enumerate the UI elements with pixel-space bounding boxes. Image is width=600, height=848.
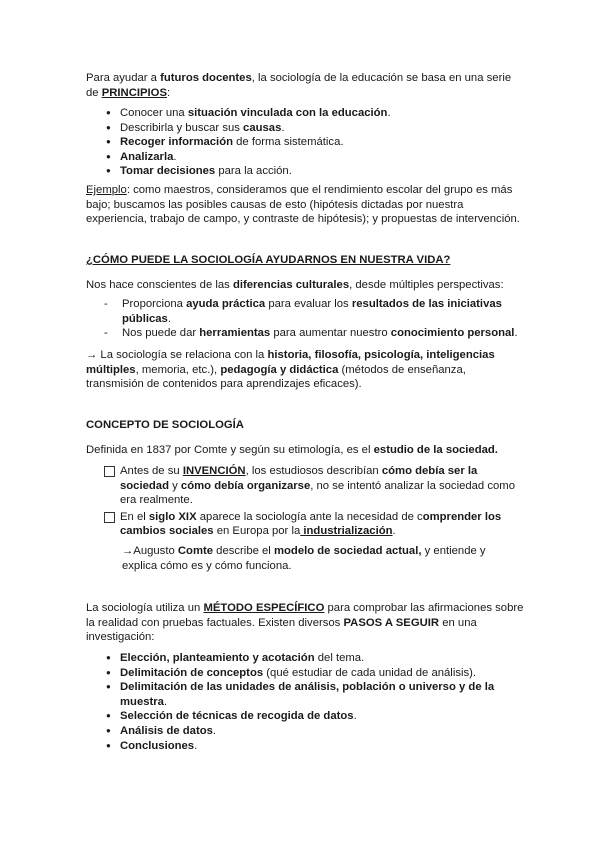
checkbox-icon [104,512,115,523]
section2-intro: Nos hace conscientes de las diferencias culturales, desde múltiples perspectivas: [86,279,504,291]
checkbox-list [104,464,524,539]
list-item: ● Delimitación de las unidades de análisis, población o universo y de la muestra. [86,680,526,709]
list-item: ● Analizarla. [86,150,526,165]
list-item: En el siglo XIX aparece la sociología ante la necesidad de comprender los cambios sociales en Europa por la industrialización. [104,510,524,539]
comte-paragraph: →Augusto Comte describe el modelo de sociedad actual, y entiende y explica cómo es y cómo funciona. [122,545,486,572]
principles-list [86,106,526,179]
steps-list [86,651,526,753]
principios-link: PRINCIPIOS [101,86,168,99]
list-item: ● Tomar decisiones para la acción. [86,164,526,179]
example-label: Ejemplo [86,184,127,196]
section-heading: ¿CÓMO PUEDE LA SOCIOLOGÍA AYUDARNOS EN NUESTRA VIDA? [86,254,451,266]
list-item: ● Selección de técnicas de recogida de datos. [86,709,526,724]
dash-list [86,297,526,341]
list-item: ● Elección, planteamiento y acotación del tema. [86,651,526,666]
intro-text: Para ayudar a [86,72,161,84]
checkbox-icon [104,466,115,477]
list-item: - Nos puede dar herramientas para aumentar nuestro conocimiento personal. [86,326,526,341]
example-paragraph [86,183,526,227]
list-item: ● Delimitación de conceptos (qué estudiar de cada unidad de análisis). [86,666,526,681]
list-item: Antes de su INVENCIÓN, los estudiosos describían cómo debía ser la sociedad y cómo debía organizarse, no se intentó analizar la sociedad como era realmente. [104,464,524,508]
relation-paragraph: → La sociología se relaciona con la historia, filosofía, psicología, inteligencias múltiples, memoria, etc.), pedagogía y didáctica (métodos de enseñanza, transmisión de contenidos para aprendizajes eficaces). [86,349,495,391]
list-item: ● Describirla y buscar sus causas. [86,121,526,136]
method-paragraph: La sociología utiliza un MÉTODO ESPECÍFICO para comprobar las afirmaciones sobre la realidad con pruebas factuales. Existen diversos PASOS A SEGUIR en una investigación: [86,602,524,644]
list-item: ● Análisis de datos. [86,724,526,739]
definition-paragraph: Definida en 1837 por Comte y según su etimología, es el estudio de la sociedad. [86,444,498,456]
intro-paragraph [86,71,526,100]
section-heading: CONCEPTO DE SOCIOLOGÍA [86,419,244,431]
list-item: ● Recoger información de forma sistemática. [86,135,526,150]
list-item: ● Conocer una situación vinculada con la educación. [86,106,526,121]
example-text: : como maestros, consideramos que el rendimiento escolar del grupo es más bajo; buscamos las posibles causas de esto (hipótesis dictadas por nuestra experiencia, trabajo de campo, y contraste de hipótesis); y propuestas de intervención. [86,184,520,226]
intro-text: , la sociología de la educación se basa en una serie de [86,72,512,99]
intro-bold: futuros docentes [160,72,252,84]
list-item: ● Conclusiones. [86,739,526,754]
list-item: - Proporciona ayuda práctica para evaluar los resultados de las iniciativas públicas. [86,297,526,326]
intro-text: : [167,86,171,99]
